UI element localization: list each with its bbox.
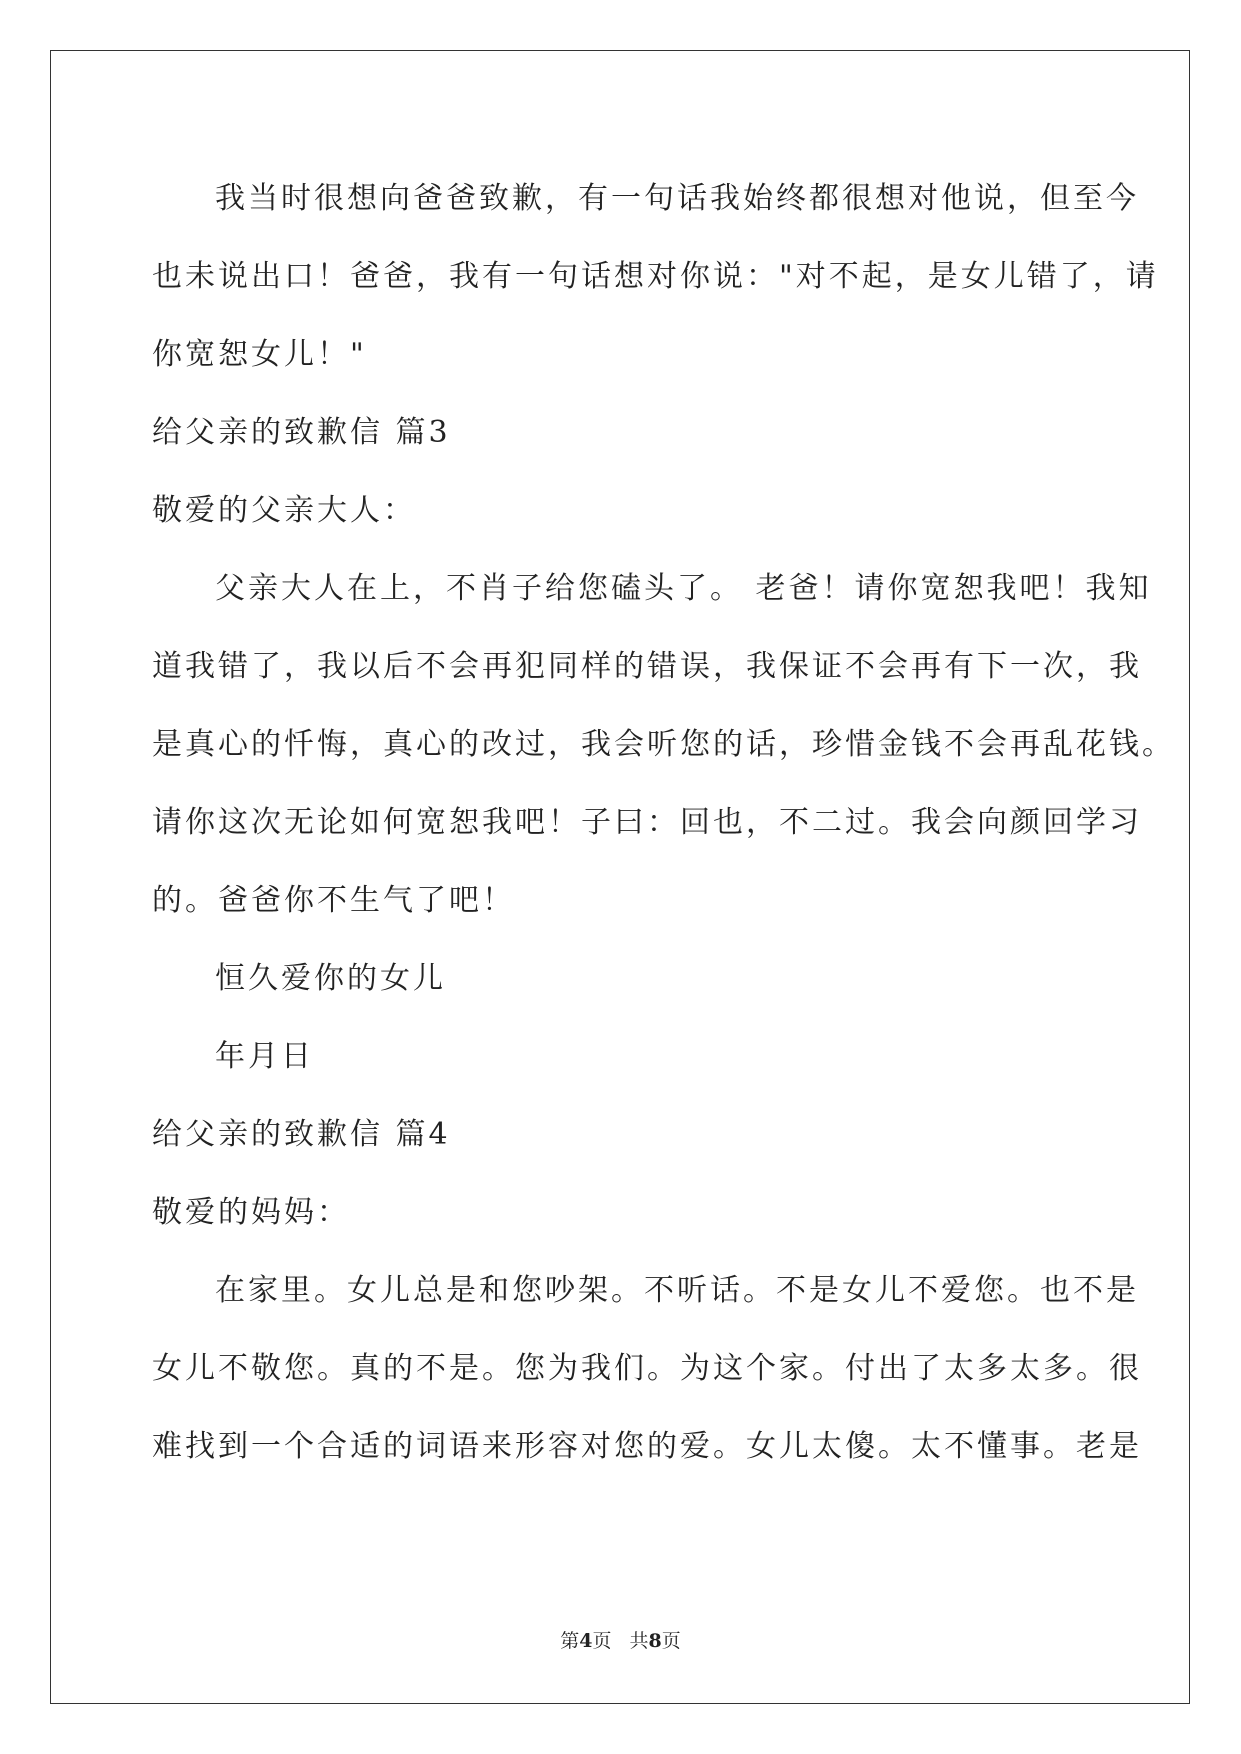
page-suffix: 页 bbox=[592, 1630, 612, 1652]
page-prefix: 第 bbox=[560, 1630, 580, 1652]
text-line: 难找到一个合适的词语来形容对您的爱。女儿太傻。太不懂事。老是 bbox=[152, 1429, 1142, 1464]
text-line: 女儿不敬您。真的不是。您为我们。为这个家。付出了太多太多。很 bbox=[152, 1351, 1142, 1386]
text-line: 我当时很想向爸爸致歉，有一句话我始终都很想对他说，但至今 bbox=[215, 181, 1139, 216]
current-page-number: 4 bbox=[579, 1630, 593, 1652]
total-pages-number: 8 bbox=[648, 1630, 662, 1652]
page-footer bbox=[0, 1626, 1241, 1653]
section-heading: 给父亲的致歉信 篇3 bbox=[152, 415, 451, 450]
total-prefix: 共 bbox=[629, 1630, 649, 1652]
text-line: 你宽恕女儿！" bbox=[152, 337, 367, 372]
total-suffix: 页 bbox=[661, 1630, 681, 1652]
text-line: 道我错了，我以后不会再犯同样的错误，我保证不会再有下一次，我 bbox=[152, 649, 1142, 684]
text-line: 也未说出口！爸爸，我有一句话想对你说："对不起，是女儿错了，请 bbox=[152, 259, 1159, 294]
date-line: 年月日 bbox=[215, 1039, 314, 1074]
section-heading: 给父亲的致歉信 篇4 bbox=[152, 1117, 451, 1152]
document-body bbox=[152, 160, 1175, 1486]
text-line: 父亲大人在上，不肖子给您磕头了。 老爸！请你宽恕我吧！我知 bbox=[215, 571, 1152, 606]
text-line: 请你这次无论如何宽恕我吧！子曰：回也，不二过。我会向颜回学习 bbox=[152, 805, 1142, 840]
text-line: 在家里。女儿总是和您吵架。不听话。不是女儿不爱您。也不是 bbox=[215, 1273, 1139, 1308]
salutation: 敬爱的父亲大人： bbox=[152, 493, 416, 528]
text-line: 的。爸爸你不生气了吧！ bbox=[152, 883, 515, 918]
text-line: 是真心的忏悔，真心的改过，我会听您的话，珍惜金钱不会再乱花钱。 bbox=[152, 727, 1175, 762]
signature-line: 恒久爱你的女儿 bbox=[215, 961, 446, 996]
salutation: 敬爱的妈妈： bbox=[152, 1195, 350, 1230]
